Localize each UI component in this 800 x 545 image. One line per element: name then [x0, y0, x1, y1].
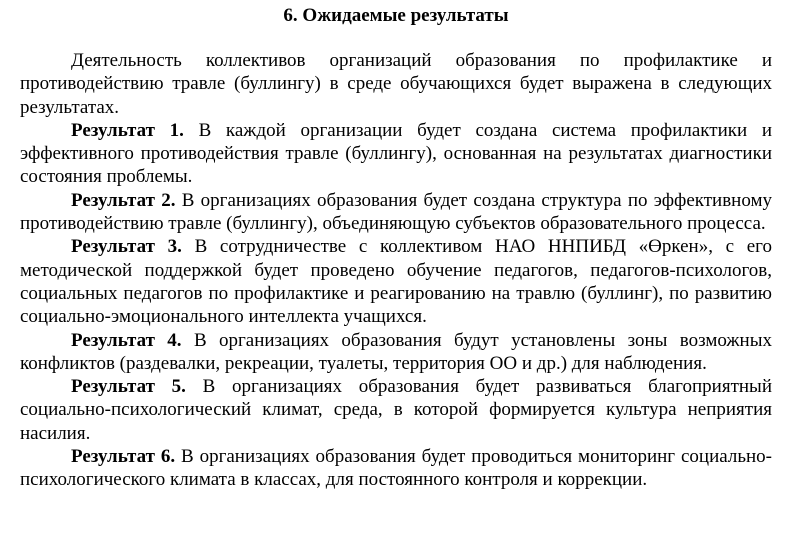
result-text: В организациях образования будет создана структура по эффективному противодействию травле (буллингу), объединяющую субъектов образовательного процесса. [20, 189, 773, 235]
result-text: В организациях образования будут установлены зоны возможных конфликтов (раздевалки, рекреации, туалеты, территория ОО и др.) для наблюдения. [20, 329, 772, 374]
result-text: В организациях образования будет проводиться мониторинг социально-психологического климата в классах, для постоянного контроля и коррекции. [20, 446, 772, 491]
result-paragraph-4 [20, 329, 772, 376]
result-label: Результат 6. [71, 446, 176, 468]
result-paragraph-5 [20, 375, 772, 445]
result-paragraph-1 [20, 119, 772, 189]
section-title: 6. Ожидаемые результаты [283, 5, 509, 26]
result-paragraph-2 [20, 189, 772, 236]
result-label: Результат 1. [71, 119, 184, 141]
result-text: В сотрудничестве с коллективом НАО ННПИБД «Өркен», с его методической поддержкой будет проведено обучение педагогов, педагогов-психологов, социальных педагогов по профилактике и реагированию на травлю (буллинг), по развитию социально-эмоционального интеллекта учащихся. [20, 236, 772, 328]
result-paragraph-6 [20, 445, 772, 492]
result-paragraph-3 [20, 235, 772, 328]
result-label: Результат 5. [71, 376, 186, 398]
result-text: В каждой организации будет создана система профилактики и эффективного противодействия травле (буллингу), основанная на результатах диагностики состояния проблемы. [20, 119, 773, 188]
result-label: Результат 2. [71, 189, 176, 211]
intro-paragraph: Деятельность коллективов организаций образования по профилактике и противодействию травле (буллингу) в среде обучающихся будет выражена в следующих результатах. [20, 50, 772, 118]
result-text: В организациях образования будет развиваться благоприятный социально-психологический климат, среда, в которой формируется культура неприятия насилия. [20, 376, 772, 444]
result-label: Результат 4. [71, 329, 182, 351]
result-label: Результат 3. [71, 236, 182, 258]
